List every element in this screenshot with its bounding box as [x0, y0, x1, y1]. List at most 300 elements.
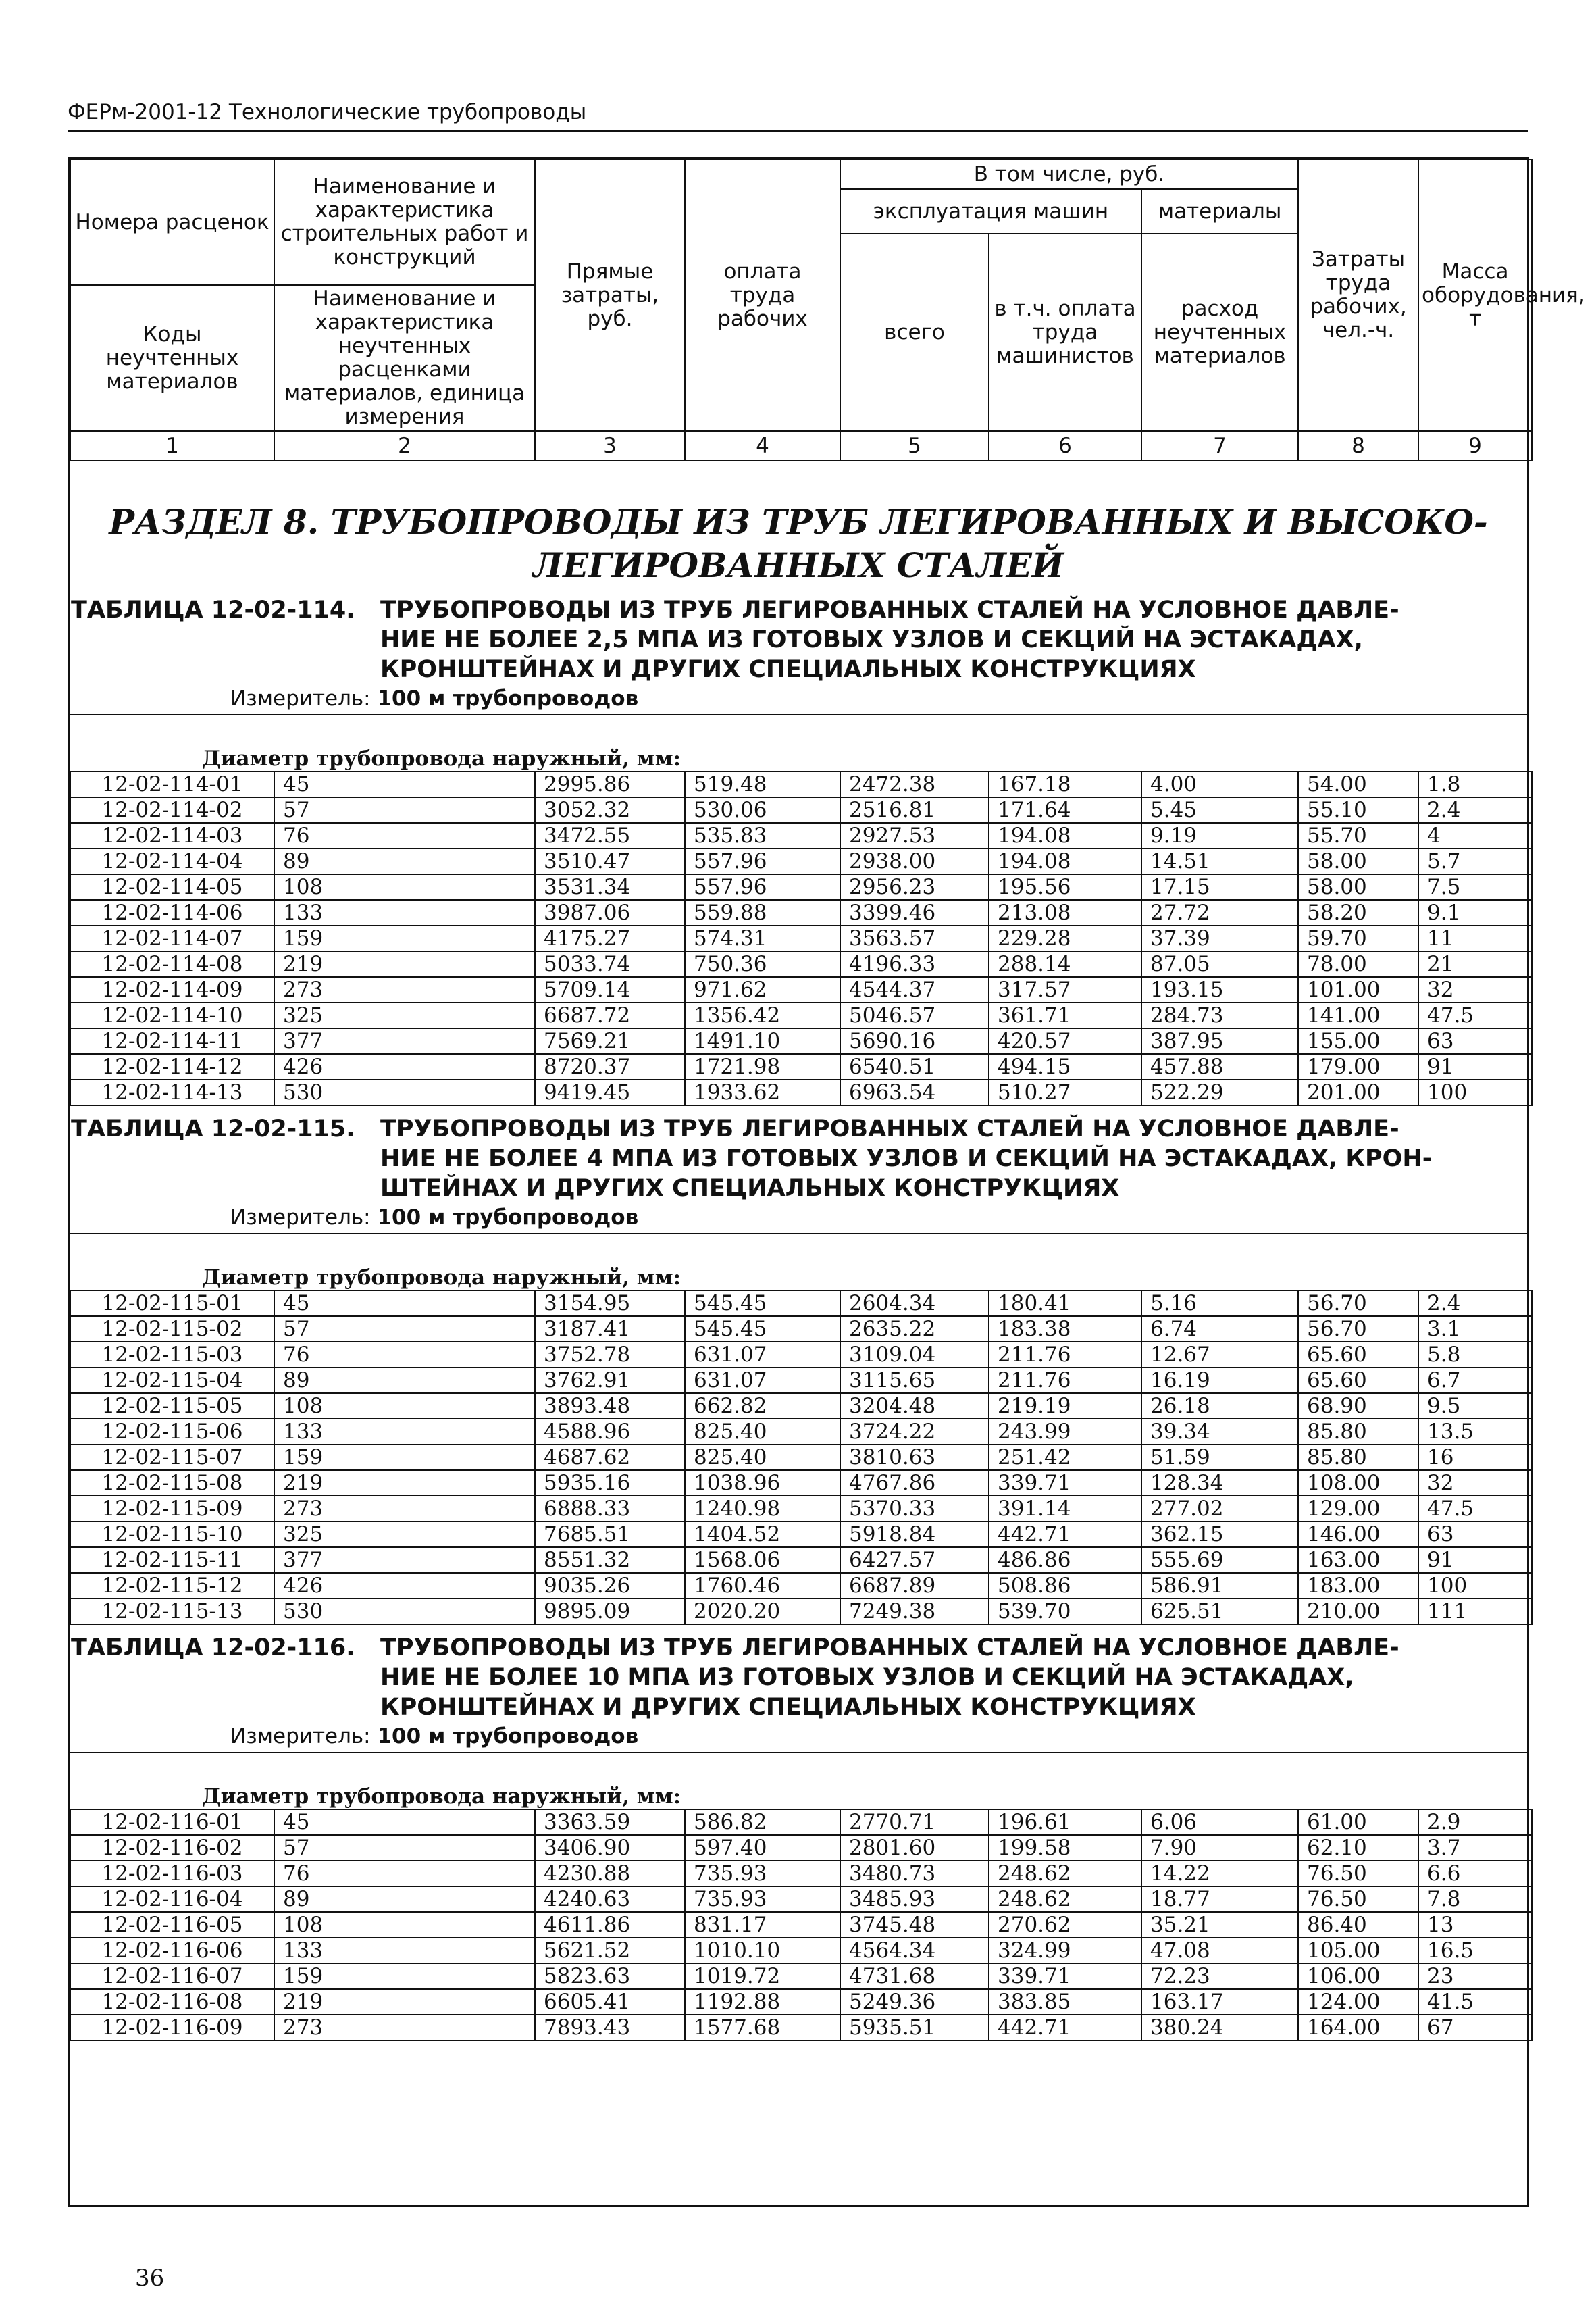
rate-code-cell: 12-02-114-11 — [70, 1028, 274, 1054]
value-cell: 1.8 — [1418, 772, 1532, 797]
value-cell: 76.50 — [1298, 1886, 1418, 1912]
measure-value: 100 м трубопроводов — [377, 686, 639, 711]
value-cell: 35.21 — [1141, 1912, 1298, 1938]
table-row — [70, 797, 1532, 823]
value-cell: 2938.00 — [840, 849, 989, 874]
value-cell: 5621.52 — [535, 1938, 685, 1963]
header-rule — [68, 130, 1528, 132]
value-cell: 155.00 — [1298, 1028, 1418, 1054]
rate-code-cell: 12-02-114-08 — [70, 951, 274, 977]
value-cell: 625.51 — [1141, 1599, 1298, 1624]
value-cell: 2635.22 — [840, 1316, 989, 1342]
rate-code-cell: 12-02-114-07 — [70, 926, 274, 951]
value-cell: 65.60 — [1298, 1367, 1418, 1393]
value-cell: 735.93 — [685, 1886, 840, 1912]
value-cell: 5.7 — [1418, 849, 1532, 874]
value-cell: 219 — [274, 951, 535, 977]
table-title-lead: ТАБЛИЦА 12-02-114. — [71, 597, 355, 624]
diameter-label: Диаметр трубопровода наружный, мм: — [202, 1265, 681, 1290]
value-cell: 825.40 — [685, 1419, 840, 1444]
value-cell: 229.28 — [989, 926, 1141, 951]
measure-line — [70, 686, 1527, 711]
value-cell: 133 — [274, 1938, 535, 1963]
page-frame — [68, 157, 1585, 2207]
value-cell: 662.82 — [685, 1393, 840, 1419]
value-cell: 317.57 — [989, 977, 1141, 1003]
value-cell: 219 — [274, 1989, 535, 2015]
value-cell: 65.60 — [1298, 1342, 1418, 1367]
section-title-line: РАЗДЕЛ 8. ТРУБОПРОВОДЫ ИЗ ТРУБ ЛЕГИРОВАННЫХ И ВЫСОКО- — [109, 502, 1488, 542]
diameter-label: Диаметр трубопровода наружный, мм: — [202, 747, 681, 771]
rate-code-cell: 12-02-114-03 — [70, 823, 274, 849]
value-cell: 494.15 — [989, 1054, 1141, 1080]
value-cell: 442.71 — [989, 1521, 1141, 1547]
value-cell: 3893.48 — [535, 1393, 685, 1419]
value-cell: 586.91 — [1141, 1573, 1298, 1599]
value-cell: 3480.73 — [840, 1861, 989, 1886]
col7-header: расход неучтенных материалов — [1141, 234, 1298, 431]
value-cell: 510.27 — [989, 1080, 1141, 1105]
table-row — [70, 951, 1532, 977]
rate-code-cell: 12-02-114-09 — [70, 977, 274, 1003]
value-cell: 3109.04 — [840, 1342, 989, 1367]
value-cell: 9.5 — [1418, 1393, 1532, 1419]
value-cell: 3154.95 — [535, 1290, 685, 1316]
value-cell: 12.67 — [1141, 1342, 1298, 1367]
value-cell: 750.36 — [685, 951, 840, 977]
value-cell: 63 — [1418, 1028, 1532, 1054]
value-cell: 519.48 — [685, 772, 840, 797]
value-cell: 2.4 — [1418, 1290, 1532, 1316]
value-cell: 63 — [1418, 1521, 1532, 1547]
value-cell: 325 — [274, 1521, 535, 1547]
table-row — [70, 1835, 1532, 1861]
value-cell: 67 — [1418, 2015, 1532, 2040]
value-cell: 442.71 — [989, 2015, 1141, 2040]
table-row — [70, 1886, 1532, 1912]
rate-code-cell: 12-02-116-06 — [70, 1938, 274, 1963]
value-cell: 45 — [274, 1809, 535, 1835]
value-cell: 56.70 — [1298, 1316, 1418, 1342]
table-title-line: КРОНШТЕЙНАХ И ДРУГИХ СПЕЦИАЛЬНЫХ КОНСТРУКЦИЯХ — [380, 656, 1196, 683]
column-number: 9 — [1418, 431, 1532, 461]
value-cell: 6687.72 — [535, 1003, 685, 1028]
value-cell: 56.70 — [1298, 1290, 1418, 1316]
col2-bottom-header: Наименование и характеристика неучтенных расценками материалов, единица измерения — [274, 285, 535, 431]
value-cell: 3510.47 — [535, 849, 685, 874]
rate-code-cell: 12-02-115-09 — [70, 1496, 274, 1521]
value-cell: 128.34 — [1141, 1470, 1298, 1496]
price-table — [70, 1290, 1533, 1625]
value-cell: 57 — [274, 1316, 535, 1342]
table-title — [70, 1114, 1527, 1203]
value-cell: 219.19 — [989, 1393, 1141, 1419]
value-cell: 362.15 — [1141, 1521, 1298, 1547]
value-cell: 78.00 — [1298, 951, 1418, 977]
value-cell: 16.5 — [1418, 1938, 1532, 1963]
value-cell: 324.99 — [989, 1938, 1141, 1963]
value-cell: 159 — [274, 1963, 535, 1989]
value-cell: 339.71 — [989, 1963, 1141, 1989]
value-cell: 3.7 — [1418, 1835, 1532, 1861]
table-row — [70, 1547, 1532, 1573]
price-table — [70, 771, 1533, 1106]
value-cell: 21 — [1418, 951, 1532, 977]
value-cell: 3745.48 — [840, 1912, 989, 1938]
value-cell: 101.00 — [1298, 977, 1418, 1003]
value-cell: 545.45 — [685, 1290, 840, 1316]
value-cell: 55.10 — [1298, 797, 1418, 823]
value-cell: 557.96 — [685, 874, 840, 900]
table-title-line: НИЕ НЕ БОЛЕЕ 10 МПА ИЗ ГОТОВЫХ УЗЛОВ И СЕКЦИЙ НА ЭСТАКАДАХ, — [380, 1664, 1354, 1691]
table-row — [70, 1393, 1532, 1419]
value-cell: 100 — [1418, 1573, 1532, 1599]
value-cell: 7685.51 — [535, 1521, 685, 1547]
table-title-line: ШТЕЙНАХ И ДРУГИХ СПЕЦИАЛЬНЫХ КОНСТРУКЦИЯХ — [380, 1175, 1120, 1202]
rate-code-cell: 12-02-114-05 — [70, 874, 274, 900]
value-cell: 426 — [274, 1054, 535, 1080]
table-row — [70, 977, 1532, 1003]
value-cell: 17.15 — [1141, 874, 1298, 900]
value-cell: 13 — [1418, 1912, 1532, 1938]
value-cell: 159 — [274, 926, 535, 951]
value-cell: 159 — [274, 1444, 535, 1470]
rate-code-cell: 12-02-115-06 — [70, 1419, 274, 1444]
table-title-line: ТРУБОПРОВОДЫ ИЗ ТРУБ ЛЕГИРОВАННЫХ СТАЛЕЙ НА УСЛОВНОЕ ДАВЛЕ- — [380, 1634, 1399, 1661]
value-cell: 574.31 — [685, 926, 840, 951]
value-cell: 1404.52 — [685, 1521, 840, 1547]
value-cell: 383.85 — [989, 1989, 1141, 2015]
value-cell: 3406.90 — [535, 1835, 685, 1861]
diameter-label: Диаметр трубопровода наружный, мм: — [202, 1784, 681, 1809]
value-cell: 3472.55 — [535, 823, 685, 849]
measure-label: Измеритель: — [230, 1205, 371, 1230]
table-row — [70, 1367, 1532, 1393]
value-cell: 248.62 — [989, 1861, 1141, 1886]
document-header: ФЕРм-2001-12 Технологические трубопроводы — [68, 100, 587, 124]
rate-code-cell: 12-02-116-01 — [70, 1809, 274, 1835]
rate-code-cell: 12-02-116-04 — [70, 1886, 274, 1912]
value-cell: 5370.33 — [840, 1496, 989, 1521]
value-cell: 27.72 — [1141, 900, 1298, 926]
column-number: 6 — [989, 431, 1141, 461]
value-cell: 54.00 — [1298, 772, 1418, 797]
table-row — [70, 772, 1532, 797]
value-cell: 9895.09 — [535, 1599, 685, 1624]
value-cell: 47.5 — [1418, 1496, 1532, 1521]
column-number: 8 — [1298, 431, 1418, 461]
value-cell: 273 — [274, 1496, 535, 1521]
value-cell: 273 — [274, 977, 535, 1003]
col2-top-header: Наименование и характеристика строительных работ и конструкций — [274, 159, 535, 285]
rate-code-cell: 12-02-115-03 — [70, 1342, 274, 1367]
value-cell: 129.00 — [1298, 1496, 1418, 1521]
page-number: 36 — [135, 2265, 165, 2292]
value-cell: 183.00 — [1298, 1573, 1418, 1599]
value-cell: 41.5 — [1418, 1989, 1532, 2015]
value-cell: 3762.91 — [535, 1367, 685, 1393]
value-cell: 339.71 — [989, 1470, 1141, 1496]
value-cell: 508.86 — [989, 1573, 1141, 1599]
rate-code-cell: 12-02-115-12 — [70, 1573, 274, 1599]
value-cell: 61.00 — [1298, 1809, 1418, 1835]
value-cell: 58.20 — [1298, 900, 1418, 926]
value-cell: 76.50 — [1298, 1861, 1418, 1886]
rate-code-cell: 12-02-114-06 — [70, 900, 274, 926]
value-cell: 57 — [274, 1835, 535, 1861]
value-cell: 6.7 — [1418, 1367, 1532, 1393]
value-cell: 211.76 — [989, 1342, 1141, 1367]
value-cell: 91 — [1418, 1054, 1532, 1080]
value-cell: 735.93 — [685, 1861, 840, 1886]
table-row — [70, 1054, 1532, 1080]
measure-line — [70, 1724, 1527, 1749]
value-cell: 108.00 — [1298, 1470, 1418, 1496]
column-number: 5 — [840, 431, 989, 461]
value-cell: 7893.43 — [535, 2015, 685, 2040]
value-cell: 194.08 — [989, 823, 1141, 849]
value-cell: 108 — [274, 1912, 535, 1938]
value-cell: 9.1 — [1418, 900, 1532, 926]
rate-code-cell: 12-02-116-08 — [70, 1989, 274, 2015]
value-cell: 7.90 — [1141, 1835, 1298, 1861]
value-cell: 14.22 — [1141, 1861, 1298, 1886]
materials-header: материалы — [1141, 189, 1298, 234]
value-cell: 37.39 — [1141, 926, 1298, 951]
value-cell: 5046.57 — [840, 1003, 989, 1028]
value-cell: 211.76 — [989, 1367, 1141, 1393]
rate-code-cell: 12-02-116-03 — [70, 1861, 274, 1886]
value-cell: 387.95 — [1141, 1028, 1298, 1054]
value-cell: 3531.34 — [535, 874, 685, 900]
value-cell: 2.9 — [1418, 1809, 1532, 1835]
rate-code-cell: 12-02-115-13 — [70, 1599, 274, 1624]
measure-label: Измеритель: — [230, 1724, 371, 1749]
measure-rule — [70, 1233, 1527, 1234]
value-cell: 361.71 — [989, 1003, 1141, 1028]
value-cell: 133 — [274, 900, 535, 926]
rate-code-cell: 12-02-114-10 — [70, 1003, 274, 1028]
value-cell: 3563.57 — [840, 926, 989, 951]
rate-code-cell: 12-02-115-02 — [70, 1316, 274, 1342]
value-cell: 9035.26 — [535, 1573, 685, 1599]
value-cell: 6687.89 — [840, 1573, 989, 1599]
value-cell: 210.00 — [1298, 1599, 1418, 1624]
value-cell: 193.15 — [1141, 977, 1298, 1003]
table-row — [70, 1912, 1532, 1938]
rate-code-cell: 12-02-116-07 — [70, 1963, 274, 1989]
value-cell: 530.06 — [685, 797, 840, 823]
rate-code-cell: 12-02-116-05 — [70, 1912, 274, 1938]
rate-code-cell: 12-02-114-04 — [70, 849, 274, 874]
value-cell: 243.99 — [989, 1419, 1141, 1444]
value-cell: 486.86 — [989, 1547, 1141, 1573]
value-cell: 141.00 — [1298, 1003, 1418, 1028]
value-cell: 2801.60 — [840, 1835, 989, 1861]
col1-top-header: Номера расценок — [70, 159, 274, 285]
value-cell: 284.73 — [1141, 1003, 1298, 1028]
value-cell: 1356.42 — [685, 1003, 840, 1028]
rate-code-cell: 12-02-115-04 — [70, 1367, 274, 1393]
value-cell: 51.59 — [1141, 1444, 1298, 1470]
value-cell: 1019.72 — [685, 1963, 840, 1989]
value-cell: 89 — [274, 1886, 535, 1912]
value-cell: 5.8 — [1418, 1342, 1532, 1367]
table-row — [70, 849, 1532, 874]
value-cell: 68.90 — [1298, 1393, 1418, 1419]
measure-rule — [70, 1752, 1527, 1753]
value-cell: 248.62 — [989, 1886, 1141, 1912]
value-cell: 180.41 — [989, 1290, 1141, 1316]
rate-code-cell: 12-02-115-11 — [70, 1547, 274, 1573]
column-number: 3 — [535, 431, 685, 461]
value-cell: 11 — [1418, 926, 1532, 951]
value-cell: 47.08 — [1141, 1938, 1298, 1963]
table-title-line: КРОНШТЕЙНАХ И ДРУГИХ СПЕЦИАЛЬНЫХ КОНСТРУКЦИЯХ — [380, 1694, 1196, 1721]
value-cell: 55.70 — [1298, 823, 1418, 849]
value-cell: 5690.16 — [840, 1028, 989, 1054]
column-number: 7 — [1141, 431, 1298, 461]
value-cell: 3363.59 — [535, 1809, 685, 1835]
value-cell: 89 — [274, 849, 535, 874]
table-title-lead: ТАБЛИЦА 12-02-116. — [71, 1634, 355, 1661]
value-cell: 163.17 — [1141, 1989, 1298, 2015]
table-row — [70, 900, 1532, 926]
value-cell: 530 — [274, 1080, 535, 1105]
value-cell: 831.17 — [685, 1912, 840, 1938]
value-cell: 825.40 — [685, 1444, 840, 1470]
value-cell: 457.88 — [1141, 1054, 1298, 1080]
value-cell: 62.10 — [1298, 1835, 1418, 1861]
value-cell: 391.14 — [989, 1496, 1141, 1521]
machines-header: эксплуатация машин — [840, 189, 1141, 234]
col8-header: Затраты труда рабочих, чел.-ч. — [1298, 159, 1418, 431]
table-row — [70, 1470, 1532, 1496]
table-row — [70, 1963, 1532, 1989]
value-cell: 111 — [1418, 1599, 1532, 1624]
value-cell: 39.34 — [1141, 1419, 1298, 1444]
value-cell: 288.14 — [989, 951, 1141, 977]
value-cell: 6605.41 — [535, 1989, 685, 2015]
value-cell: 5935.16 — [535, 1470, 685, 1496]
value-cell: 8720.37 — [535, 1054, 685, 1080]
value-cell: 555.69 — [1141, 1547, 1298, 1573]
value-cell: 167.18 — [989, 772, 1141, 797]
value-cell: 47.5 — [1418, 1003, 1532, 1028]
col9-header: Масса оборудования, т — [1418, 159, 1532, 431]
value-cell: 3752.78 — [535, 1342, 685, 1367]
table-row — [70, 1080, 1532, 1105]
table-title — [70, 1633, 1527, 1722]
value-cell: 4564.34 — [840, 1938, 989, 1963]
section-title-line: ЛЕГИРОВАННЫХ СТАЛЕЙ — [532, 545, 1064, 585]
value-cell: 146.00 — [1298, 1521, 1418, 1547]
value-cell: 4230.88 — [535, 1861, 685, 1886]
value-cell: 2995.86 — [535, 772, 685, 797]
rate-code-cell: 12-02-114-01 — [70, 772, 274, 797]
table-title-line: НИЕ НЕ БОЛЕЕ 2,5 МПА ИЗ ГОТОВЫХ УЗЛОВ И СЕКЦИЙ НА ЭСТАКАДАХ, — [380, 626, 1363, 653]
value-cell: 32 — [1418, 977, 1532, 1003]
table-row — [70, 1290, 1532, 1316]
value-cell: 557.96 — [685, 849, 840, 874]
table-title-lead: ТАБЛИЦА 12-02-115. — [71, 1115, 355, 1142]
value-cell: 195.56 — [989, 874, 1141, 900]
value-cell: 4544.37 — [840, 977, 989, 1003]
value-cell: 5935.51 — [840, 2015, 989, 2040]
value-cell: 4 — [1418, 823, 1532, 849]
value-cell: 420.57 — [989, 1028, 1141, 1054]
column-number: 4 — [685, 431, 840, 461]
col6-header: в т.ч. оплата труда машинистов — [989, 234, 1141, 431]
value-cell: 2516.81 — [840, 797, 989, 823]
value-cell: 194.08 — [989, 849, 1141, 874]
value-cell: 3115.65 — [840, 1367, 989, 1393]
value-cell: 3052.32 — [535, 797, 685, 823]
value-cell: 45 — [274, 1290, 535, 1316]
rate-code-cell: 12-02-114-12 — [70, 1054, 274, 1080]
value-cell: 4731.68 — [840, 1963, 989, 1989]
value-cell: 45 — [274, 772, 535, 797]
value-cell: 380.24 — [1141, 2015, 1298, 2040]
value-cell: 91 — [1418, 1547, 1532, 1573]
value-cell: 18.77 — [1141, 1886, 1298, 1912]
value-cell: 3187.41 — [535, 1316, 685, 1342]
table-row — [70, 1809, 1532, 1835]
value-cell: 971.62 — [685, 977, 840, 1003]
value-cell: 23 — [1418, 1963, 1532, 1989]
value-cell: 199.58 — [989, 1835, 1141, 1861]
value-cell: 5249.36 — [840, 1989, 989, 2015]
rate-code-cell: 12-02-116-02 — [70, 1835, 274, 1861]
value-cell: 4611.86 — [535, 1912, 685, 1938]
value-cell: 14.51 — [1141, 849, 1298, 874]
value-cell: 16 — [1418, 1444, 1532, 1470]
value-cell: 2604.34 — [840, 1290, 989, 1316]
value-cell: 171.64 — [989, 797, 1141, 823]
value-cell: 4588.96 — [535, 1419, 685, 1444]
value-cell: 6.74 — [1141, 1316, 1298, 1342]
value-cell: 5823.63 — [535, 1963, 685, 1989]
value-cell: 9419.45 — [535, 1080, 685, 1105]
value-cell: 124.00 — [1298, 1989, 1418, 2015]
value-cell: 426 — [274, 1573, 535, 1599]
table-row — [70, 1316, 1532, 1342]
value-cell: 9.19 — [1141, 823, 1298, 849]
rate-code-cell: 12-02-115-01 — [70, 1290, 274, 1316]
value-cell: 3987.06 — [535, 900, 685, 926]
table-row — [70, 823, 1532, 849]
value-cell: 1760.46 — [685, 1573, 840, 1599]
value-cell: 5033.74 — [535, 951, 685, 977]
value-cell: 7249.38 — [840, 1599, 989, 1624]
value-cell: 7.5 — [1418, 874, 1532, 900]
value-cell: 2472.38 — [840, 772, 989, 797]
measure-rule — [70, 714, 1527, 715]
rate-code-cell: 12-02-115-05 — [70, 1393, 274, 1419]
value-cell: 108 — [274, 1393, 535, 1419]
column-header-table — [70, 159, 1585, 461]
group-header: В том числе, руб. — [840, 159, 1298, 189]
value-cell: 3485.93 — [840, 1886, 989, 1912]
col3-header: Прямые затраты, руб. — [535, 159, 685, 431]
table-row — [70, 1573, 1532, 1599]
value-cell: 8551.32 — [535, 1547, 685, 1573]
table-row — [70, 1028, 1532, 1054]
value-cell: 85.80 — [1298, 1419, 1418, 1444]
table-row — [70, 1599, 1532, 1624]
value-cell: 3810.63 — [840, 1444, 989, 1470]
value-cell: 1568.06 — [685, 1547, 840, 1573]
